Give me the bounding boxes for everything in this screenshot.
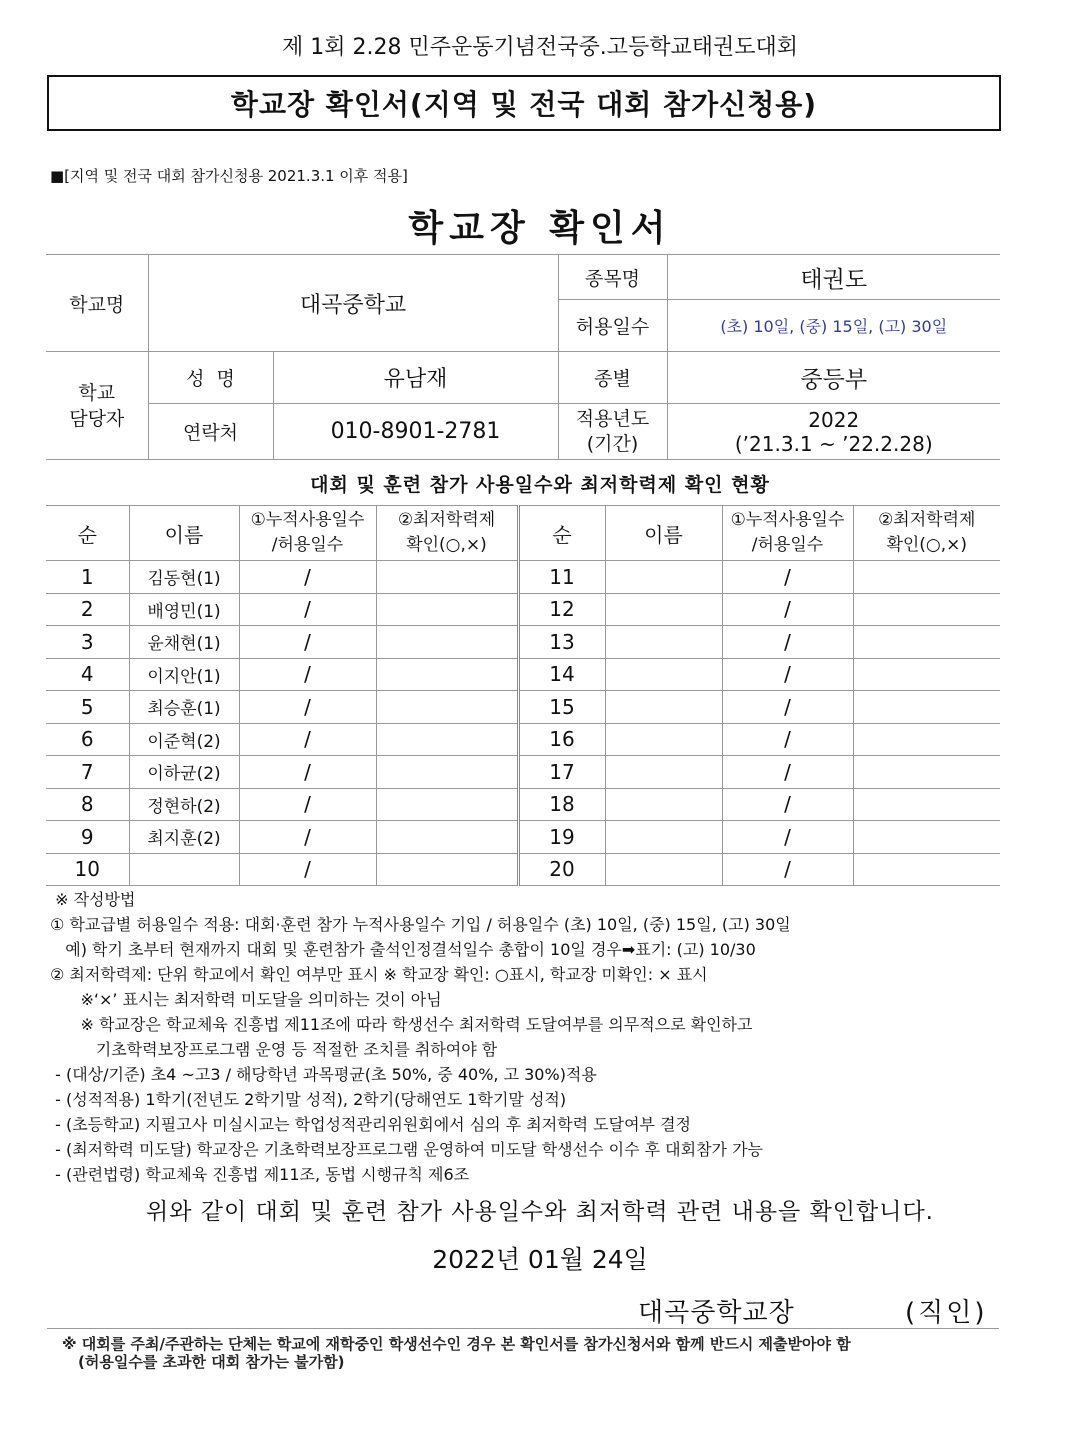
roster-name-cell [605, 853, 722, 886]
roster-academic-check-cell [853, 561, 1000, 594]
note-line: ※ 작성방법 [50, 890, 136, 909]
roster-days-cell: / [722, 788, 853, 821]
roster-academic-check-cell [376, 821, 518, 854]
division-label: 종별 [558, 352, 667, 404]
table-row [46, 756, 1000, 789]
roster-no-cell: 2 [46, 593, 129, 626]
table-row [46, 723, 1000, 756]
roster-days-cell: / [722, 821, 853, 854]
roster-no-cell: 11 [518, 561, 605, 594]
footer-line-1: ※ 대회를 주최/주관하는 단체는 학교에 재학중인 학생선수인 경우 본 확인서를 참가신청서와 함께 반드시 제출받아야 함 [62, 1335, 851, 1353]
roster-no-cell: 6 [46, 723, 129, 756]
roster-academic-check-cell [853, 658, 1000, 691]
apply-year-value [667, 404, 1000, 460]
roster-no-cell: 12 [518, 593, 605, 626]
roster-name-cell: 윤채현(1) [129, 626, 239, 659]
roster-no-cell: 20 [518, 853, 605, 886]
header-academic-line1: ②최저학력제 [878, 510, 976, 530]
table-row [46, 658, 1000, 691]
note-line: ① 학교급별 허용일수 적용: 대회·훈련 참가 누적사용일수 기입 / 허용일수 (초) 10일, (중) 15일, (고) 30일 [50, 915, 791, 934]
roster-days-cell: / [239, 821, 376, 854]
roster-academic-check-cell [853, 853, 1000, 886]
note-line: - (성적적용) 1학기(전년도 2학기말 성적), 2학기(당해연도 1학기말 성적) [50, 1090, 567, 1109]
contact-name-value: 유남재 [273, 352, 558, 404]
contact-group-label [46, 352, 148, 460]
roster-table [46, 505, 1000, 886]
roster-name-cell: 이하균(2) [129, 756, 239, 789]
roster-academic-check-cell [376, 853, 518, 886]
apply-year-label-line2: (기간) [586, 432, 639, 455]
event-title: 제 1회 2.28 민주운동기념전국중.고등학교태권도대회 [282, 35, 798, 60]
roster-header-row [46, 506, 1000, 561]
header-no-left: 순 [46, 506, 129, 561]
roster-name-cell: 최승훈(1) [129, 691, 239, 724]
header-name-left: 이름 [129, 506, 239, 561]
roster-name-cell [605, 561, 722, 594]
roster-no-cell: 1 [46, 561, 129, 594]
roster-no-cell: 18 [518, 788, 605, 821]
header-academic-line2: 확인(○,×) [886, 535, 968, 555]
table-row [46, 593, 1000, 626]
roster-academic-check-cell [853, 691, 1000, 724]
official-seal-label: (직인) [905, 1298, 988, 1328]
status-title: 대회 및 훈련 참가 사용일수와 최저학력제 확인 현황 [310, 474, 770, 496]
roster-days-cell: / [239, 723, 376, 756]
roster-name-cell [605, 626, 722, 659]
roster-name-cell [605, 691, 722, 724]
school-info-table [46, 254, 1000, 460]
writing-guide-notes [50, 887, 1010, 1187]
roster-no-cell: 4 [46, 658, 129, 691]
roster-no-cell: 8 [46, 788, 129, 821]
roster-academic-check-cell [376, 593, 518, 626]
roster-name-cell [605, 723, 722, 756]
roster-no-cell: 16 [518, 723, 605, 756]
roster-academic-check-cell [853, 756, 1000, 789]
roster-days-cell: / [239, 691, 376, 724]
form-title: 학교장 확인서 [408, 208, 672, 249]
roster-days-cell: / [239, 593, 376, 626]
contact-group-label-line1: 학교 [78, 381, 116, 404]
header-academic-line1: ②최저학력제 [397, 510, 496, 530]
note-line: ② 최저학력제: 단위 학교에서 확인 여부만 표시 ※ 학교장 확인: ○표시, 학교장 미확인: × 표시 [50, 965, 708, 984]
roster-days-cell: / [722, 756, 853, 789]
roster-name-cell [605, 756, 722, 789]
note-line: 예) 학기 초부터 현재까지 대회 및 훈련참가 출석인정결석일수 총합이 10일 경우➡표기: (고) 10/30 [50, 940, 756, 959]
header-days-line1: ①누적사용일수 [730, 510, 845, 530]
footer-line-2: (허용일수를 초과한 대회 참가는 불가함) [78, 1353, 345, 1371]
roster-days-cell: / [722, 593, 853, 626]
roster-no-cell: 10 [46, 853, 129, 886]
roster-name-cell: 김동현(1) [129, 561, 239, 594]
roster-academic-check-cell [376, 561, 518, 594]
roster-days-cell: / [239, 756, 376, 789]
event-value: 태권도 [667, 255, 1000, 300]
footer-divider [47, 1328, 999, 1329]
roster-days-cell: / [239, 853, 376, 886]
table-row [46, 788, 1000, 821]
roster-no-cell: 9 [46, 821, 129, 854]
roster-days-cell: / [239, 561, 376, 594]
principal-signer: 대곡중학교장 [638, 1298, 795, 1328]
roster-no-cell: 3 [46, 626, 129, 659]
roster-no-cell: 19 [518, 821, 605, 854]
roster-name-cell: 정현하(2) [129, 788, 239, 821]
event-label: 종목명 [558, 255, 667, 300]
note-line: - (대상/기준) 초4 ~고3 / 해당학년 과목평균(초 50%, 중 40%, 고 30%)적용 [50, 1065, 597, 1084]
table-row [46, 821, 1000, 854]
roster-days-cell: / [722, 626, 853, 659]
note-line: ※‘×’ 표시는 최저학력 미도달을 의미하는 것이 아님 [50, 990, 442, 1009]
roster-academic-check-cell [853, 593, 1000, 626]
roster-name-cell [605, 658, 722, 691]
roster-name-cell [605, 821, 722, 854]
document-title-box: 학교장 확인서(지역 및 전국 대회 참가신청용) [47, 75, 1001, 131]
school-name-value: 대곡중학교 [148, 255, 558, 352]
contact-name-label: 성 명 [148, 352, 273, 404]
header-days-right [722, 506, 853, 561]
apply-period: (’21.3.1 ~ ’22.2.28) [734, 431, 933, 456]
roster-academic-check-cell [853, 723, 1000, 756]
roster-academic-check-cell [376, 691, 518, 724]
confirmation-statement: 위와 같이 대회 및 훈련 참가 사용일수와 최저학력 관련 내용을 확인합니다. [146, 1199, 934, 1225]
footer-note [62, 1335, 1002, 1371]
roster-academic-check-cell [853, 626, 1000, 659]
table-row [46, 853, 1000, 886]
apply-year-label [558, 404, 667, 460]
roster-name-cell: 이지안(1) [129, 658, 239, 691]
roster-days-cell: / [239, 788, 376, 821]
school-name-label: 학교명 [46, 255, 148, 352]
header-days-line1: ①누적사용일수 [250, 510, 365, 530]
division-value: 중등부 [667, 352, 1000, 404]
roster-name-cell [605, 593, 722, 626]
roster-days-cell: / [722, 723, 853, 756]
apply-note: ■[지역 및 전국 대회 참가신청용 2021.3.1 이후 적용] [50, 167, 408, 185]
header-days-line2: /허용일수 [271, 535, 344, 555]
roster-name-cell [129, 853, 239, 886]
header-academic-line2: 확인(○,×) [406, 535, 487, 555]
roster-days-cell: / [722, 853, 853, 886]
roster-no-cell: 15 [518, 691, 605, 724]
issue-date: 2022년 01월 24일 [432, 1245, 648, 1274]
note-line: - (초등학교) 지필고사 미실시교는 학업성적관리위원회에서 심의 후 최저학력 도달여부 결정 [50, 1115, 691, 1134]
header-academic-right [853, 506, 1000, 561]
apply-year: 2022 [808, 407, 860, 432]
header-academic-left [376, 506, 518, 561]
roster-no-cell: 5 [46, 691, 129, 724]
roster-no-cell: 7 [46, 756, 129, 789]
contact-phone-value: 010-8901-2781 [273, 404, 558, 460]
roster-academic-check-cell [376, 723, 518, 756]
note-line: 기초학력보장프로그램 운영 등 적절한 조치를 취하여야 함 [50, 1040, 498, 1059]
header-days-left [239, 506, 376, 561]
roster-no-cell: 13 [518, 626, 605, 659]
roster-days-cell: / [722, 561, 853, 594]
roster-no-cell: 14 [518, 658, 605, 691]
note-line: ※ 학교장은 학교체육 진흥법 제11조에 따라 학생선수 최저학력 도달여부를 의무적으로 확인하고 [50, 1015, 753, 1034]
contact-phone-label: 연락처 [148, 404, 273, 460]
table-row [46, 561, 1000, 594]
header-name-right: 이름 [605, 506, 722, 561]
roster-name-cell [605, 788, 722, 821]
roster-academic-check-cell [853, 788, 1000, 821]
header-days-line2: /허용일수 [751, 535, 824, 555]
allowed-days-value: (초) 10일, (중) 15일, (고) 30일 [667, 300, 1000, 352]
contact-group-label-line2: 담당자 [69, 407, 125, 430]
note-line: - (최저학력 미도달) 학교장은 기초학력보장프로그램 운영하여 미도달 학생선수 이수 후 대회참가 가능 [50, 1140, 763, 1159]
roster-academic-check-cell [376, 788, 518, 821]
roster-academic-check-cell [853, 821, 1000, 854]
roster-academic-check-cell [376, 658, 518, 691]
allowed-days-label: 허용일수 [558, 300, 667, 352]
apply-year-label-line1: 적용년도 [575, 407, 650, 430]
roster-academic-check-cell [376, 626, 518, 659]
roster-name-cell: 배영민(1) [129, 593, 239, 626]
roster-name-cell: 최지훈(2) [129, 821, 239, 854]
roster-days-cell: / [239, 626, 376, 659]
roster-academic-check-cell [376, 756, 518, 789]
note-line: - (관련법령) 학교체육 진흥법 제11조, 동법 시행규칙 제6조 [50, 1165, 470, 1184]
header-no-right: 순 [518, 506, 605, 561]
roster-no-cell: 17 [518, 756, 605, 789]
roster-days-cell: / [722, 691, 853, 724]
roster-name-cell: 이준혁(2) [129, 723, 239, 756]
table-row [46, 626, 1000, 659]
table-row [46, 691, 1000, 724]
roster-days-cell: / [722, 658, 853, 691]
roster-days-cell: / [239, 658, 376, 691]
